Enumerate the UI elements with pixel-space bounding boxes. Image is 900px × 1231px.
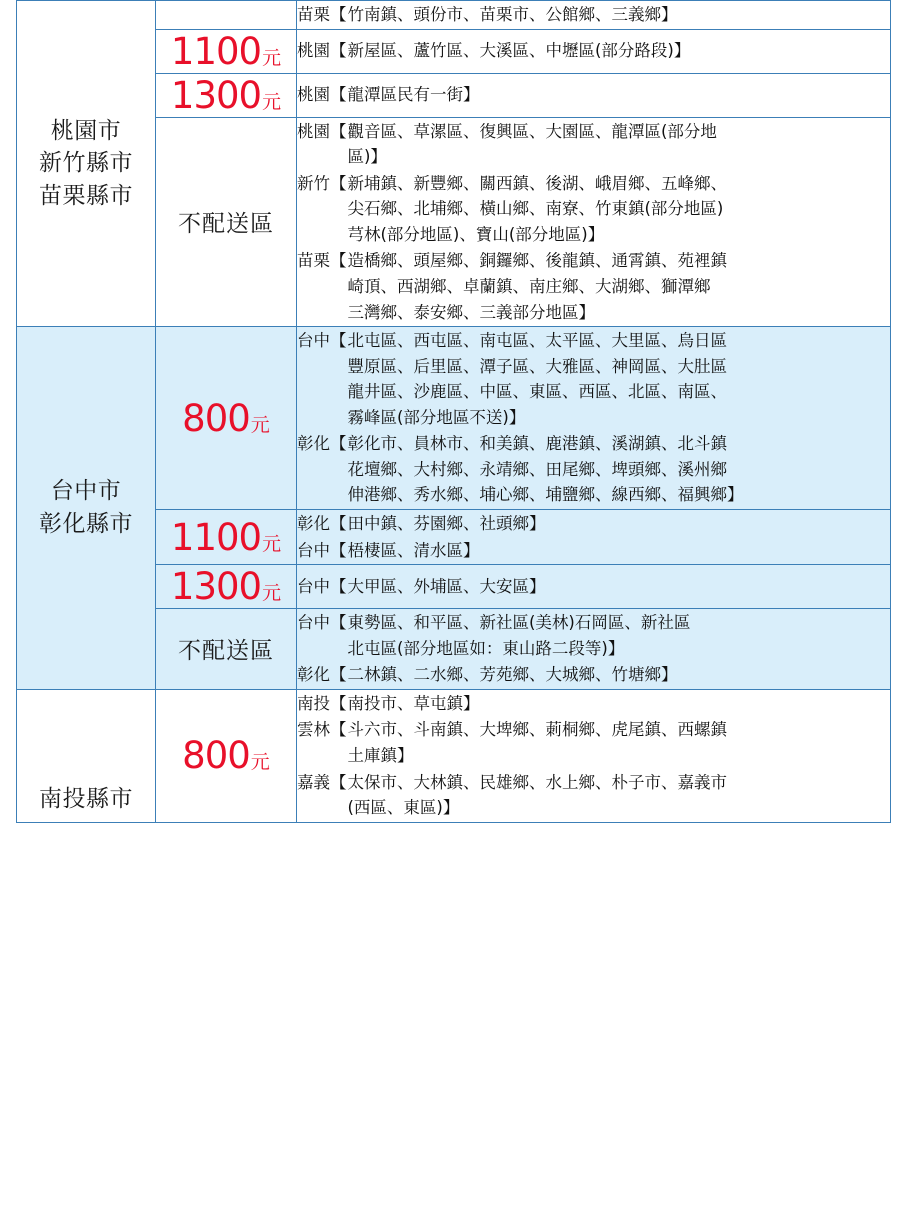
price-cell-no-delivery: 不配送區 (156, 609, 297, 690)
price-unit: 元 (250, 413, 270, 436)
region-line: 新竹縣市 (39, 150, 133, 177)
detail-body: 田中鎮、芬園鄉、社頭鄉】 (347, 514, 546, 533)
detail-cell (297, 117, 891, 327)
detail-line (297, 538, 890, 564)
price-unit: 元 (262, 90, 282, 113)
detail-prefix: 台中【 (297, 540, 347, 560)
detail-cell (297, 327, 891, 510)
price-cell (156, 327, 297, 510)
detail-cell (297, 689, 891, 822)
detail-body: 斗六市、斗南鎮、大埤鄉、莿桐鄉、虎尾鎮、西螺鎮 土庫鎮】 (347, 720, 727, 765)
detail-prefix: 桃園【 (297, 121, 347, 141)
detail-line (297, 574, 890, 600)
detail-line (297, 770, 890, 821)
detail-body: 觀音區、草漯區、復興區、大園區、龍潭區(部分地 區)】 (347, 121, 717, 167)
price-cell-no-delivery: 不配送區 (156, 117, 297, 327)
price-amount: 1100 (170, 515, 262, 559)
table-row (17, 1, 891, 30)
detail-line (297, 2, 890, 28)
region-line: 桃園市 (50, 117, 122, 144)
price-cell (156, 29, 297, 73)
detail-body: 太保市、大林鎮、民雄鄉、水上鄉、朴子市、嘉義市 (西區、東區)】 (347, 772, 727, 818)
region-cell (17, 327, 156, 690)
detail-line (297, 171, 890, 248)
detail-prefix: 新竹【 (297, 173, 347, 193)
region-cell (17, 1, 156, 327)
price-cell (156, 565, 297, 609)
detail-prefix: 桃園【 (297, 41, 347, 61)
detail-cell (297, 73, 891, 117)
detail-body: 北屯區、西屯區、南屯區、太平區、大里區、烏日區 豐原區、后里區、潭子區、大雅區、神岡區、大肚區 龍井區、沙鹿區、中區、東區、西區、北區、南區、 霧峰區(部分地區不送)】 (347, 331, 727, 427)
detail-body: 造橋鄉、頭屋鄉、銅鑼鄉、後龍鎮、通霄鎮、苑裡鎮 崎頂、西湖鄉、卓蘭鎮、南庄鄉、大湖鄉、獅潭鄉 三灣鄉、泰安鄉、三義部分地區】 (347, 251, 727, 322)
detail-line (297, 248, 890, 325)
detail-cell (297, 510, 891, 565)
detail-body: 二林鎮、二水鄉、芳苑鄉、大城鄉、竹塘鄉】 (347, 665, 678, 685)
price-cell (156, 689, 297, 822)
detail-body: 竹南鎮、頭份市、苗栗市、公館鄉、三義鄉】 (347, 5, 678, 24)
price-unit: 元 (250, 751, 270, 774)
detail-prefix: 苗栗【 (297, 5, 347, 24)
detail-cell (297, 29, 891, 73)
detail-line (297, 717, 890, 768)
detail-prefix: 彰化【 (297, 514, 347, 533)
detail-prefix: 苗栗【 (297, 251, 347, 271)
detail-line (297, 38, 890, 64)
price-amount: 1300 (170, 565, 262, 609)
detail-body: 大甲區、外埔區、大安區】 (347, 576, 546, 596)
price-unit: 元 (262, 532, 282, 555)
detail-line (297, 328, 890, 430)
detail-cell (297, 609, 891, 690)
detail-prefix: 南投【 (297, 693, 347, 713)
price-amount: 800 (182, 396, 250, 440)
detail-prefix: 桃園【 (297, 85, 347, 105)
detail-line (297, 610, 890, 661)
table-row (17, 327, 891, 510)
detail-cell (297, 565, 891, 609)
detail-line (297, 511, 890, 537)
detail-line (297, 691, 890, 717)
price-unit: 元 (262, 46, 282, 69)
price-cell (156, 510, 297, 565)
price-cell (156, 1, 297, 30)
detail-body: 新埔鎮、新豐鄉、關西鎮、後湖、峨眉鄉、五峰鄉、 尖石鄉、北埔鄉、橫山鄉、南寮、竹東鎮(部分地區) 芎林(部分地區)、寶山(部分地區)】 (347, 173, 727, 244)
delivery-zone-table (16, 0, 891, 823)
detail-body: 東勢區、和平區、新社區(美林)石岡區、新社區 北屯區(部分地區如：東山路二段等)】 (347, 613, 691, 658)
region-line: 南投縣市 (39, 785, 133, 812)
detail-body: 彰化市、員林市、和美鎮、鹿港鎮、溪湖鎮、北斗鎮 花壇鄉、大村鄉、永靖鄉、田尾鄉、埤頭鄉、溪州鄉 伸港鄉、秀水鄉、埔心鄉、埔鹽鄉、線西鄉、福興鄉】 (347, 434, 744, 505)
detail-line (297, 119, 890, 170)
price-amount: 1100 (170, 29, 262, 73)
region-line: 台中市 (50, 478, 122, 505)
detail-line (297, 662, 890, 688)
detail-prefix: 彰化【 (297, 665, 347, 685)
detail-body: 新屋區、蘆竹區、大溪區、中壢區(部分路段)】 (347, 41, 691, 61)
region-cell (17, 689, 156, 822)
detail-prefix: 嘉義【 (297, 772, 347, 792)
detail-prefix: 雲林【 (297, 720, 347, 740)
detail-prefix: 台中【 (297, 331, 347, 351)
table-body (17, 1, 891, 823)
detail-line (297, 82, 890, 108)
detail-body: 龍潭區民有一街】 (347, 85, 480, 105)
price-amount: 1300 (170, 73, 262, 117)
detail-body: 梧棲區、清水區】 (347, 540, 480, 560)
table-row (17, 689, 891, 822)
detail-line (297, 431, 890, 508)
detail-body: 南投市、草屯鎮】 (347, 693, 480, 713)
detail-prefix: 彰化【 (297, 434, 347, 454)
detail-prefix: 台中【 (297, 613, 347, 633)
price-cell (156, 73, 297, 117)
detail-prefix: 台中【 (297, 576, 347, 596)
region-line: 彰化縣市 (39, 510, 133, 537)
detail-cell (297, 1, 891, 30)
price-amount: 800 (182, 734, 250, 778)
price-unit: 元 (262, 582, 282, 605)
region-line: 苗栗縣市 (39, 182, 133, 209)
